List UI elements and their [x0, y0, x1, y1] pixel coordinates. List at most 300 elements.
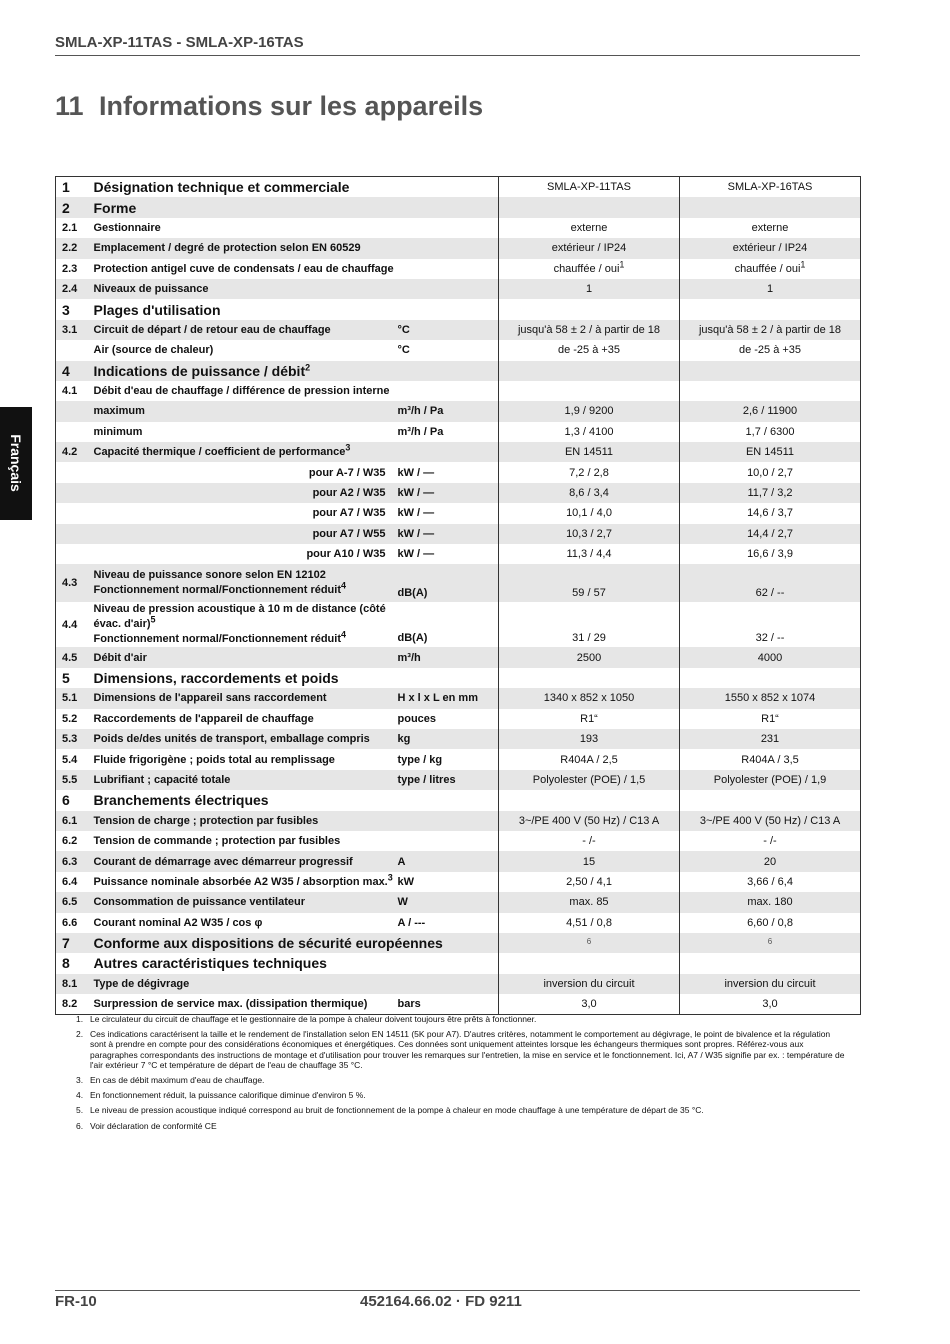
row-label — [92, 749, 398, 769]
value-smla-xp-16tas — [680, 279, 861, 299]
row-label — [92, 974, 398, 994]
row-label-text: Branchements électriques — [93, 792, 269, 809]
row-unit — [398, 177, 499, 198]
value-smla-xp-16tas — [680, 197, 861, 217]
cell-value: 1550 x 852 x 1074 — [724, 692, 816, 705]
row-number: 2 — [56, 197, 92, 217]
table-row — [56, 340, 861, 360]
section-row — [56, 299, 861, 319]
value-smla-xp-11tas — [499, 851, 680, 871]
row-label — [92, 811, 398, 831]
value-smla-xp-11tas — [499, 462, 680, 482]
row-label — [92, 994, 398, 1015]
value-smla-xp-16tas — [680, 564, 861, 602]
row-label — [92, 259, 398, 279]
footnote-ref: 2 — [305, 362, 311, 373]
value-smla-xp-11tas — [499, 872, 680, 892]
footnote-item — [76, 1105, 846, 1115]
row-unit: dB(A) — [397, 632, 428, 645]
row-label-text: Courant nominal A2 W35 / cos φ — [93, 916, 263, 929]
row-unit: bars — [397, 998, 421, 1011]
row-label-text: Indications de puissance / débit — [93, 362, 306, 379]
value-smla-xp-16tas — [680, 790, 861, 810]
row-label — [92, 361, 398, 381]
row-label — [92, 503, 398, 523]
section-title: Informations sur les appareils — [99, 91, 484, 121]
value-smla-xp-16tas — [680, 503, 861, 523]
section-row — [56, 933, 861, 953]
table-row — [56, 442, 861, 462]
row-unit: A / --- — [397, 916, 426, 929]
value-smla-xp-11tas — [499, 564, 680, 602]
footnote-text: Ces indications caractérisent la taille et le rendement de l'installation selon EN 14511 (5K pour A7). D'autres critères, notamment le comportement au dégivrage, le point de bivalence et la régulation sont à prendre en compte pour des considérations économiques et énergétiques. Ces données sont uniquement atteintes lorsque les échangeurs thermiques sont propres. Référez-vous aux paragraphes correspondants des instructions de montage et d'utilisation pour trouver les remarques sur l'entretien, la mise en service et le fonctionnement. Ici, A7 / W35 signifie par ex. : température de l'air extérieur 7 °C et température de départ de l'eau de chauffage 35 °C. — [90, 1029, 845, 1070]
value-smla-xp-11tas — [499, 177, 680, 198]
row-label — [92, 668, 398, 688]
value-smla-xp-16tas — [680, 913, 861, 933]
cell-value: - /- — [582, 835, 596, 848]
value-smla-xp-11tas — [499, 994, 680, 1015]
value-smla-xp-16tas — [680, 422, 861, 442]
section-row — [56, 197, 861, 217]
row-label-text: Débit d'eau de chauffage / différence de pression interne — [93, 385, 390, 398]
table-row — [56, 602, 861, 647]
row-unit: type / litres — [398, 770, 499, 790]
value-smla-xp-16tas — [680, 688, 861, 708]
cell-value: jusqu'à 58 ± 2 / à partir de 18 — [698, 323, 842, 336]
row-number: 4.4 — [62, 618, 78, 631]
footnote-ref: 1 — [800, 259, 806, 270]
row-label — [92, 831, 398, 851]
footnote-number: 3. — [76, 1075, 84, 1086]
value-smla-xp-11tas — [499, 974, 680, 994]
row-label — [92, 422, 398, 442]
row-unit — [398, 974, 499, 994]
value-smla-xp-11tas — [499, 953, 680, 973]
footnote-item — [76, 1014, 846, 1024]
row-label-text: Raccordements de l'appareil de chauffage — [93, 712, 314, 725]
row-number: 5.4 — [62, 753, 78, 766]
cell-value: 8,6 / 3,4 — [569, 487, 609, 500]
row-unit: m³/h — [398, 647, 499, 667]
cell-value: 7,2 / 2,8 — [569, 466, 609, 479]
footnote-number: 6. — [76, 1120, 84, 1131]
cell-value: 6,60 / 0,8 — [747, 916, 793, 929]
row-number: 6.5 — [56, 892, 92, 912]
footnote-ref: 4 — [341, 580, 347, 591]
value-smla-xp-11tas — [499, 933, 680, 953]
row-label-text: Consommation de puissance ventilateur — [93, 896, 305, 909]
cell-value: 10,0 / 2,7 — [747, 466, 793, 479]
cell-value: Polyolester (POE) / 1,9 — [713, 773, 827, 786]
row-unit: type / kg — [397, 753, 443, 766]
row-label-text: Protection antigel cuve de condensats / eau de chauffage — [93, 262, 394, 275]
table-row — [56, 994, 861, 1015]
value-smla-xp-16tas — [680, 238, 861, 258]
value-smla-xp-16tas — [680, 709, 861, 729]
row-number: 3 — [62, 301, 70, 318]
cell-value: max. 180 — [747, 896, 793, 909]
value-smla-xp-16tas — [680, 872, 861, 892]
row-label — [92, 279, 398, 299]
footnote-text: En fonctionnement réduit, la puissance calorifique diminue d'environ 5 %. — [90, 1090, 366, 1101]
value-smla-xp-16tas — [680, 953, 861, 973]
row-label — [92, 401, 398, 421]
cell-value: R404A / 3,5 — [741, 753, 799, 766]
row-label-text: Puissance nominale absorbée A2 W35 / absorption max. — [93, 875, 388, 888]
value-smla-xp-16tas — [680, 462, 861, 482]
row-unit: °C — [398, 320, 499, 340]
value-smla-xp-16tas — [680, 320, 861, 340]
row-label-text: Autres caractéristiques techniques — [93, 955, 327, 972]
value-smla-xp-11tas — [499, 503, 680, 523]
footnote-ref: 4 — [341, 629, 347, 640]
row-label — [92, 340, 398, 360]
cell-value: 3,66 / 6,4 — [747, 875, 793, 888]
value-smla-xp-16tas — [680, 218, 861, 238]
row-number — [56, 462, 92, 482]
row-label-text: pour A7 / W55 — [312, 527, 386, 540]
running-header: SMLA-XP-11TAS - SMLA-XP-16TAS — [55, 34, 304, 51]
value-smla-xp-11tas — [499, 647, 680, 667]
cell-value: 15 — [582, 855, 596, 868]
row-unit — [398, 953, 499, 973]
cell-value: 11,3 / 4,4 — [566, 548, 612, 561]
table-row — [56, 770, 861, 790]
cell-value: 14,6 / 3,7 — [747, 507, 793, 520]
cell-value: 10,1 / 4,0 — [566, 507, 612, 520]
value-smla-xp-16tas — [680, 933, 861, 953]
row-label-text: Type de dégivrage — [93, 977, 190, 990]
row-label — [92, 177, 398, 198]
row-label-text: Désignation technique et commerciale — [93, 179, 350, 196]
value-smla-xp-11tas — [499, 442, 680, 462]
row-unit — [398, 381, 499, 401]
row-label-text: Air (source de chaleur) — [93, 344, 214, 357]
value-smla-xp-11tas — [499, 197, 680, 217]
row-label-line2: Fonctionnement normal/Fonctionnement réduit — [93, 584, 341, 597]
row-number — [56, 340, 92, 360]
value-smla-xp-11tas — [499, 320, 680, 340]
row-number: 4.2 — [56, 442, 92, 462]
row-label — [92, 709, 398, 729]
table-row — [56, 462, 861, 482]
table-row — [56, 401, 861, 421]
row-label — [92, 790, 398, 810]
row-label-text: Plages d'utilisation — [93, 301, 221, 318]
cell-value: 1,3 / 4100 — [564, 425, 614, 438]
value-smla-xp-11tas — [499, 831, 680, 851]
cell-value: Polyolester (POE) / 1,5 — [532, 773, 646, 786]
section-row — [56, 790, 861, 810]
value-smla-xp-16tas — [680, 442, 861, 462]
row-unit: °C — [397, 344, 410, 357]
row-unit — [398, 811, 499, 831]
row-label-text: Tension de charge ; protection par fusibles — [93, 814, 319, 827]
value-smla-xp-16tas — [680, 544, 861, 564]
value-smla-xp-16tas — [680, 361, 861, 381]
cell-value: 1 — [585, 283, 593, 296]
language-tab-label: Français — [8, 434, 24, 492]
row-number — [56, 503, 92, 523]
cell-value: 16,6 / 3,9 — [747, 548, 793, 561]
row-label-text: Conforme aux dispositions de sécurité européennes — [93, 935, 443, 952]
table-row — [56, 544, 861, 564]
cell-value: 10,3 / 2,7 — [566, 527, 612, 540]
value-smla-xp-11tas — [499, 790, 680, 810]
row-number: 8.2 — [62, 998, 78, 1011]
cell-value: 231 — [760, 733, 780, 746]
value-smla-xp-11tas — [499, 340, 680, 360]
footnote-ref: 3 — [345, 442, 351, 453]
row-unit — [398, 238, 499, 258]
row-label-text: Lubrifiant ; capacité totale — [93, 773, 231, 786]
row-unit — [398, 299, 499, 319]
value-smla-xp-16tas — [680, 524, 861, 544]
row-unit: kW / — — [397, 548, 435, 561]
cell-value: R404A / 2,5 — [560, 753, 618, 766]
cell-value: max. 85 — [569, 896, 609, 909]
cell-value: extérieur / IP24 — [732, 242, 808, 255]
cell-value: 62 / -- — [755, 587, 785, 600]
row-label — [92, 933, 443, 953]
cell-value: 32 / -- — [755, 632, 785, 645]
cell-value: 1,9 / 9200 — [564, 405, 614, 418]
row-number: 6.1 — [56, 811, 92, 831]
footnote-item — [76, 1075, 846, 1085]
table-row — [56, 851, 861, 871]
row-label — [92, 892, 398, 912]
row-number — [56, 544, 92, 564]
cell-value: 2500 — [576, 651, 602, 664]
cell-value: externe — [570, 221, 608, 234]
cell-value: 4,51 / 0,8 — [566, 916, 612, 929]
cell-value: 11,7 / 3,2 — [747, 487, 793, 500]
row-number: 8.1 — [56, 974, 92, 994]
value-smla-xp-11tas — [499, 770, 680, 790]
row-unit: kg — [398, 729, 499, 749]
row-unit: m³/h / Pa — [398, 401, 499, 421]
cell-value: de -25 à +35 — [557, 344, 621, 357]
row-number: 2.2 — [56, 238, 92, 258]
row-number: 5.3 — [56, 729, 92, 749]
value-smla-xp-16tas — [680, 299, 861, 319]
row-label — [92, 299, 398, 319]
table-row — [56, 238, 861, 258]
value-smla-xp-16tas — [680, 811, 861, 831]
cell-value: extérieur / IP24 — [551, 242, 627, 255]
table-row — [56, 892, 861, 912]
row-unit: W — [398, 892, 499, 912]
table-row — [56, 749, 861, 769]
row-unit: H x l x L en mm — [398, 688, 499, 708]
footnote-item — [76, 1121, 846, 1131]
specifications-table — [55, 176, 861, 1015]
value-smla-xp-11tas — [499, 892, 680, 912]
value-smla-xp-11tas — [499, 422, 680, 442]
value-smla-xp-11tas — [499, 401, 680, 421]
footnote-ref: 3 — [387, 872, 393, 883]
row-unit: dB(A) — [398, 564, 499, 602]
cell-value: 2,50 / 4,1 — [566, 875, 612, 888]
table-row — [56, 709, 861, 729]
row-label — [92, 729, 398, 749]
footer-rule — [55, 1290, 860, 1291]
value-smla-xp-11tas — [499, 524, 680, 544]
cell-value: de -25 à +35 — [738, 344, 802, 357]
row-number: 4.5 — [56, 647, 92, 667]
row-number: 6.3 — [56, 851, 92, 871]
row-label-text: minimum — [93, 425, 143, 438]
row-unit: kW — [397, 875, 414, 888]
value-smla-xp-11tas — [499, 381, 680, 401]
footnote-number: 5. — [76, 1105, 84, 1116]
cell-value: 14,4 / 2,7 — [747, 527, 793, 540]
cell-value: externe — [751, 221, 789, 234]
cell-value: chauffée / oui — [553, 262, 620, 275]
row-number: 2.3 — [62, 262, 78, 275]
table-row — [56, 831, 861, 851]
footnotes — [76, 1014, 846, 1136]
value-smla-xp-16tas — [680, 770, 861, 790]
language-tab — [0, 407, 32, 520]
row-label — [92, 483, 398, 503]
cell-value: 3~/PE 400 V (50 Hz) / C13 A — [699, 814, 841, 827]
row-label — [92, 564, 398, 602]
row-label-text: Gestionnaire — [93, 221, 161, 234]
row-unit: pouces — [397, 712, 437, 725]
cell-value: 1,7 / 6300 — [745, 425, 795, 438]
value-smla-xp-16tas — [680, 259, 861, 279]
row-number: 7 — [56, 933, 92, 953]
table-row — [56, 503, 861, 523]
table-row — [56, 381, 861, 401]
row-label — [92, 647, 398, 667]
row-label — [92, 524, 398, 544]
row-number: 1 — [62, 179, 70, 196]
value-smla-xp-16tas — [680, 729, 861, 749]
row-number: 6.4 — [62, 875, 78, 888]
cell-value: EN 14511 — [564, 446, 614, 459]
row-number: 4.3 — [56, 564, 92, 602]
row-label — [92, 381, 398, 401]
cell-value: R1“ — [580, 712, 598, 725]
footnote-item — [76, 1090, 846, 1100]
table-row — [56, 729, 861, 749]
row-label — [92, 320, 398, 340]
row-number: 5.2 — [62, 712, 78, 725]
row-number: 5 — [62, 670, 70, 686]
row-number — [56, 483, 92, 503]
row-unit — [398, 197, 499, 217]
row-unit — [398, 279, 499, 299]
value-smla-xp-11tas — [499, 544, 680, 564]
row-unit: A — [398, 851, 499, 871]
value-smla-xp-16tas — [680, 668, 861, 688]
row-label — [92, 602, 398, 647]
row-label-line2: Fonctionnement normal/Fonctionnement réduit — [93, 633, 341, 646]
row-label — [92, 442, 398, 462]
row-label-text: Dimensions, raccordements et poids — [93, 670, 339, 686]
table-row — [56, 279, 861, 299]
value-smla-xp-16tas — [680, 831, 861, 851]
footnote-number: 1. — [76, 1014, 84, 1024]
value-smla-xp-16tas — [680, 401, 861, 421]
value-smla-xp-11tas — [499, 688, 680, 708]
section-row — [56, 177, 861, 198]
footnote-text: En cas de débit maximum d'eau de chauffage. — [90, 1075, 265, 1086]
value-smla-xp-11tas — [499, 483, 680, 503]
row-unit: kW / — — [398, 524, 499, 544]
value-smla-xp-11tas — [499, 238, 680, 258]
row-label — [92, 544, 398, 564]
cell-value: SMLA-XP-11TAS — [547, 181, 631, 194]
value-smla-xp-16tas — [680, 974, 861, 994]
row-number — [56, 524, 92, 544]
footnote-ref: 5 — [150, 614, 156, 625]
cell-value: SMLA-XP-16TAS — [727, 181, 813, 194]
specifications-table-body — [56, 177, 861, 1015]
row-number — [56, 422, 92, 442]
row-number: 6.2 — [62, 835, 78, 848]
cell-value: 6 — [767, 937, 773, 947]
table-row — [56, 974, 861, 994]
value-smla-xp-11tas — [499, 361, 680, 381]
row-label-text: Niveaux de puissance — [93, 283, 209, 296]
value-smla-xp-11tas — [499, 913, 680, 933]
row-unit: kW / — — [397, 466, 435, 479]
row-label — [92, 851, 398, 871]
value-smla-xp-16tas — [680, 892, 861, 912]
table-row — [56, 647, 861, 667]
row-label-text: Poids de/des unités de transport, emballage compris — [93, 733, 370, 746]
table-row — [56, 688, 861, 708]
table-row — [56, 872, 861, 892]
value-smla-xp-11tas — [499, 749, 680, 769]
row-label-text: Emplacement / degré de protection selon EN 60529 — [93, 242, 361, 255]
section-number: 11 — [55, 91, 84, 121]
row-label — [92, 953, 398, 973]
row-label-text: maximum — [93, 405, 145, 418]
row-label-text: Surpression de service max. (dissipation thermique) — [93, 998, 368, 1011]
footnote-ref: 1 — [619, 259, 625, 270]
value-smla-xp-11tas — [499, 668, 680, 688]
table-row — [56, 320, 861, 340]
cell-value: 4000 — [757, 651, 783, 664]
row-label-text: Dimensions de l'appareil sans raccordement — [93, 692, 327, 705]
cell-value: jusqu'à 58 ± 2 / à partir de 18 — [517, 323, 661, 336]
row-label-text: Fluide frigorigène ; poids total au remplissage — [93, 753, 335, 766]
table-row — [56, 483, 861, 503]
value-smla-xp-16tas — [680, 647, 861, 667]
row-number: 6 — [62, 792, 70, 809]
footnote-number: 2. — [76, 1029, 84, 1040]
row-unit — [398, 790, 499, 810]
value-smla-xp-11tas — [499, 218, 680, 238]
cell-value: 2,6 / 11900 — [742, 405, 798, 418]
row-number: 8 — [62, 955, 70, 972]
value-smla-xp-16tas — [680, 381, 861, 401]
cell-value: R1“ — [761, 712, 779, 725]
document-reference: 452164.66.02 · FD 9211 — [360, 1293, 522, 1310]
footnote-item — [76, 1029, 846, 1070]
row-unit: kW / — — [397, 507, 435, 520]
row-label-text: Niveau de puissance sonore selon EN 12102 — [93, 569, 326, 582]
row-number: 4 — [56, 361, 92, 381]
cell-value: 1340 x 852 x 1050 — [543, 692, 635, 705]
table-row — [56, 913, 861, 933]
cell-value: 193 — [579, 733, 599, 746]
row-unit — [398, 361, 499, 381]
